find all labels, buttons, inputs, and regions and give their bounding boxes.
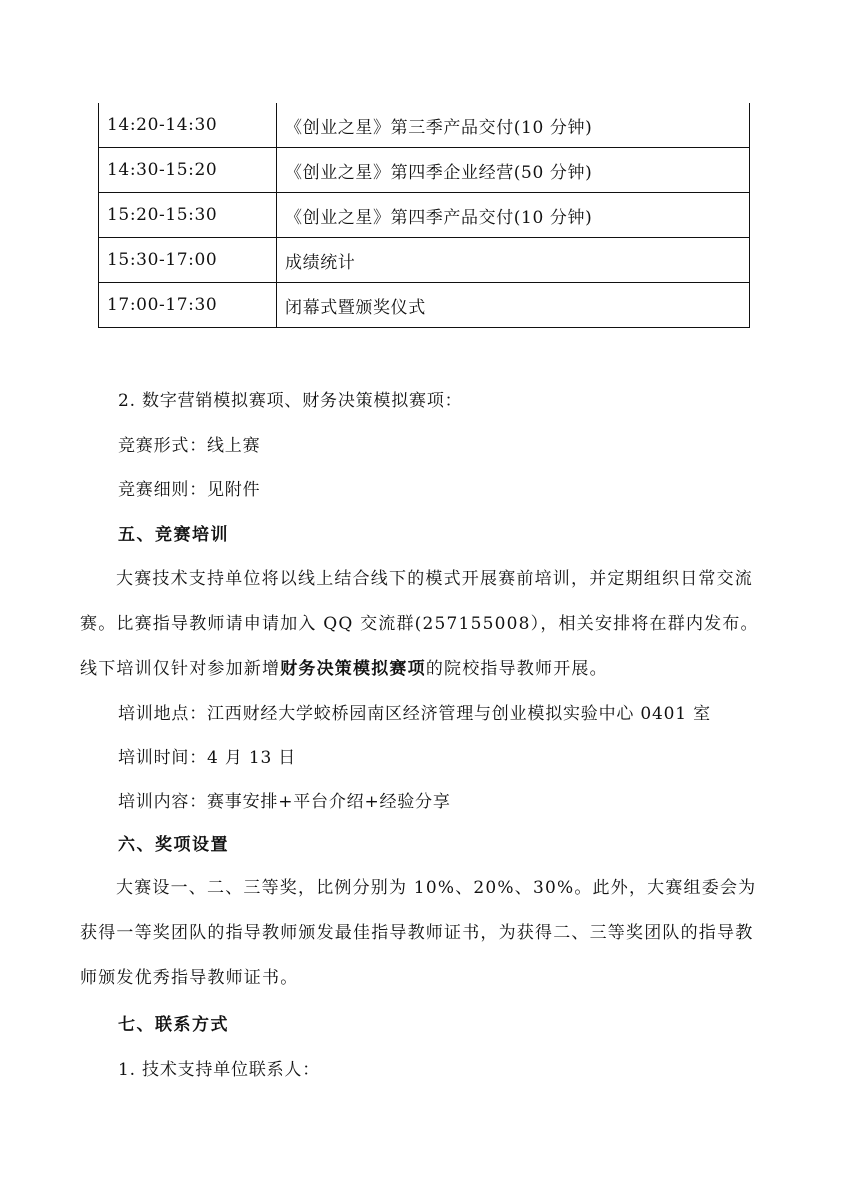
- training-time: 培训时间：4 月 13 日: [118, 748, 297, 768]
- training-location: 培训地点：江西财经大学蛟桥园南区经济管理与创业模拟实验中心 0401 室: [118, 704, 711, 724]
- table-row: [99, 193, 750, 238]
- competition-rules: 竞赛细则：见附件: [118, 480, 261, 500]
- section5-paragraph-bold: 财务决策模拟赛项: [280, 659, 426, 679]
- schedule-table: [98, 103, 750, 328]
- training-content: 培训内容：赛事安排+平台介绍+经验分享: [118, 792, 451, 812]
- table-row: [99, 103, 750, 148]
- schedule-time-cell: 14:30-15:20: [99, 148, 277, 193]
- section5-paragraph: [80, 557, 770, 692]
- table-row: [99, 238, 750, 283]
- schedule-activity-cell: 《创业之星》第四季产品交付(10 分钟): [277, 193, 750, 238]
- schedule-time-cell: 17:00-17:30: [99, 283, 277, 328]
- contact-item1: 1. 技术支持单位联系人：: [118, 1060, 321, 1080]
- schedule-activity-cell: 闭幕式暨颁奖仪式: [277, 283, 750, 328]
- section5-paragraph-text-end: 的院校指导教师开展。: [425, 659, 608, 679]
- section7-heading: 七、联系方式: [118, 1015, 229, 1035]
- item2-title: 2. 数字营销模拟赛项、财务决策模拟赛项：: [118, 391, 463, 411]
- schedule-time-cell: 15:30-17:00: [99, 238, 277, 283]
- section5-paragraph-text: 大赛技术支持单位将以线上结合线下的模式开展赛前培训，并定期组织日常交流赛。比赛指导教师请申请加入 QQ 交流群(257155008），相关安排将在群内发布。线下培训仅针对参加新增: [80, 569, 759, 679]
- schedule-activity-cell: 《创业之星》第四季企业经营(50 分钟): [277, 148, 750, 193]
- table-row: [99, 148, 750, 193]
- section6-paragraph: [80, 866, 770, 1001]
- section5-heading: 五、竞赛培训: [118, 525, 229, 545]
- section6-heading: 六、奖项设置: [118, 835, 229, 855]
- section6-paragraph-text: 大赛设一、二、三等奖，比例分别为 10%、20%、30%。此外，大赛组委会为获得一等奖团队的指导教师颁发最佳指导教师证书，为获得二、三等奖团队的指导教师颁发优秀指导教师证书。: [80, 878, 757, 988]
- schedule-activity-cell: 《创业之星》第三季产品交付(10 分钟): [277, 103, 750, 148]
- competition-format: 竞赛形式：线上赛: [118, 436, 261, 456]
- table-row: [99, 283, 750, 328]
- schedule-time-cell: 15:20-15:30: [99, 193, 277, 238]
- schedule-activity-cell: 成绩统计: [277, 238, 750, 283]
- schedule-time-cell: 14:20-14:30: [99, 103, 277, 148]
